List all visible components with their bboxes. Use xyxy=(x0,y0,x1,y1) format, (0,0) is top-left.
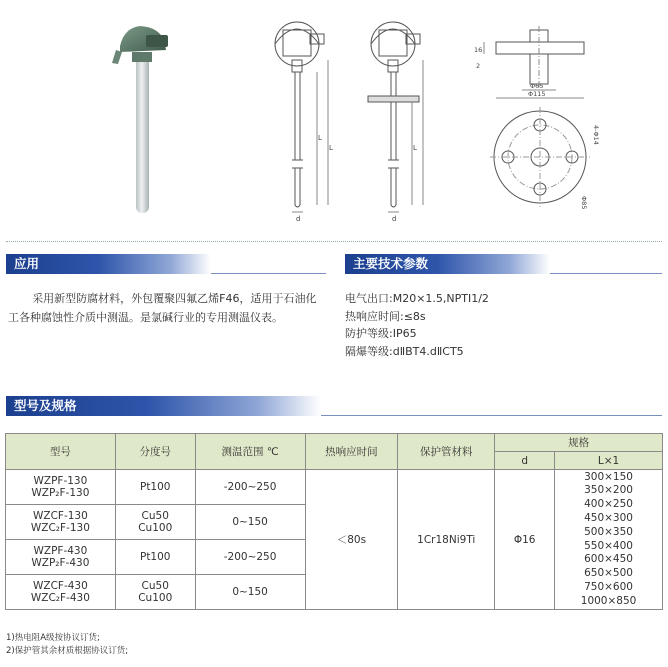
application-text: 采用新型防腐材料，外包覆聚四氟乙烯F46，适用于石油化工各种腐蚀性介质中测温。是氯碱行业的专用测温仪表。 xyxy=(8,292,317,324)
product-photo xyxy=(112,26,168,213)
range-cell: 0~150 xyxy=(195,575,305,610)
length-item: 350×200 xyxy=(584,484,633,497)
model-cell: WZPF-430 WZP₂F-430 xyxy=(6,540,116,575)
material-cell: 1Cr18Ni9Ti xyxy=(398,470,495,610)
d-cell: Φ16 xyxy=(495,470,555,610)
flange-top-view xyxy=(490,107,590,210)
header-range: 测温范围 ℃ xyxy=(195,434,305,470)
length-item: 600×450 xyxy=(584,553,633,566)
section-underline xyxy=(211,273,326,274)
length-item: 450×300 xyxy=(584,511,633,524)
section-header-specs: 主要技术参数 xyxy=(345,254,550,274)
length-item: 500×350 xyxy=(584,525,633,538)
section-underline xyxy=(550,273,662,274)
lengths-cell xyxy=(555,470,663,610)
length-item: 750×600 xyxy=(584,580,633,593)
header-material: 保护管材料 xyxy=(398,434,495,470)
drawing-standard xyxy=(275,22,328,212)
response-cell: ＜80s xyxy=(305,470,398,610)
dim-2-label: 2 xyxy=(476,62,481,70)
length-item: 300×150 xyxy=(584,470,633,483)
range-cell: 0~150 xyxy=(195,505,305,540)
tech-param-item: 热响应时间:≤8s xyxy=(345,309,426,323)
model-cell: WZCF-430 WZC₂F-430 xyxy=(6,575,116,610)
range-cell: -200~250 xyxy=(195,470,305,505)
note-item: 2)保护管其余材质根据协议订货; xyxy=(6,646,129,656)
section-header-models: 型号及规格 xyxy=(6,396,321,416)
length-item: 650×500 xyxy=(584,567,633,580)
drawing-flanged xyxy=(368,22,423,212)
section-underline xyxy=(321,415,662,416)
dim-d-label-2: d xyxy=(392,215,397,223)
graduation-cell: Pt100 xyxy=(115,540,195,575)
length-item: 1000×850 xyxy=(580,594,637,607)
header-spec: 规格 xyxy=(495,434,663,452)
tech-param-item: 电气出口:M20×1.5,NPTI1/2 xyxy=(345,292,489,305)
divider xyxy=(6,241,662,242)
header-d: d xyxy=(495,452,555,470)
section-header-application: 应用 xyxy=(6,254,211,274)
tech-param-item: 隔爆等级:dⅡBT4.dⅡCT5 xyxy=(345,344,464,358)
range-cell: -200~250 xyxy=(195,540,305,575)
product-drawings xyxy=(0,0,668,240)
dia-65-label: Φ65 xyxy=(530,82,544,90)
spec-table xyxy=(5,433,663,610)
dim-L-label-1: L xyxy=(318,134,322,142)
model-cell: WZPF-130 WZP₂F-130 xyxy=(6,470,116,505)
dia-115-label: Φ115 xyxy=(528,90,546,98)
notes xyxy=(6,632,128,658)
graduation-cell: Cu50 Cu100 xyxy=(115,505,195,540)
tech-param-item: 防护等级:IP65 xyxy=(345,327,417,340)
header-graduation: 分度号 xyxy=(115,434,195,470)
tech-params-list xyxy=(345,290,489,360)
length-item: 400×250 xyxy=(584,498,633,511)
dim-16-label: 16 xyxy=(474,46,483,54)
graduation-cell: Cu50 Cu100 xyxy=(115,575,195,610)
header-model: 型号 xyxy=(6,434,116,470)
length-item: 550×400 xyxy=(584,539,633,552)
header-response: 热响应时间 xyxy=(305,434,398,470)
dim-L-label-3: L xyxy=(413,144,417,152)
bolt-circle-label: Φ85 xyxy=(580,196,588,210)
dim-d-label-1: d xyxy=(296,215,301,223)
model-cell: WZCF-130 WZC₂F-130 xyxy=(6,505,116,540)
dim-L-label-2: L xyxy=(329,144,333,152)
header-lx1: L×1 xyxy=(555,452,663,470)
note-item: 1)热电阻A级按协议订货; xyxy=(6,633,100,643)
graduation-cell: Pt100 xyxy=(115,470,195,505)
holes-label: 4-Φ14 xyxy=(592,125,600,145)
